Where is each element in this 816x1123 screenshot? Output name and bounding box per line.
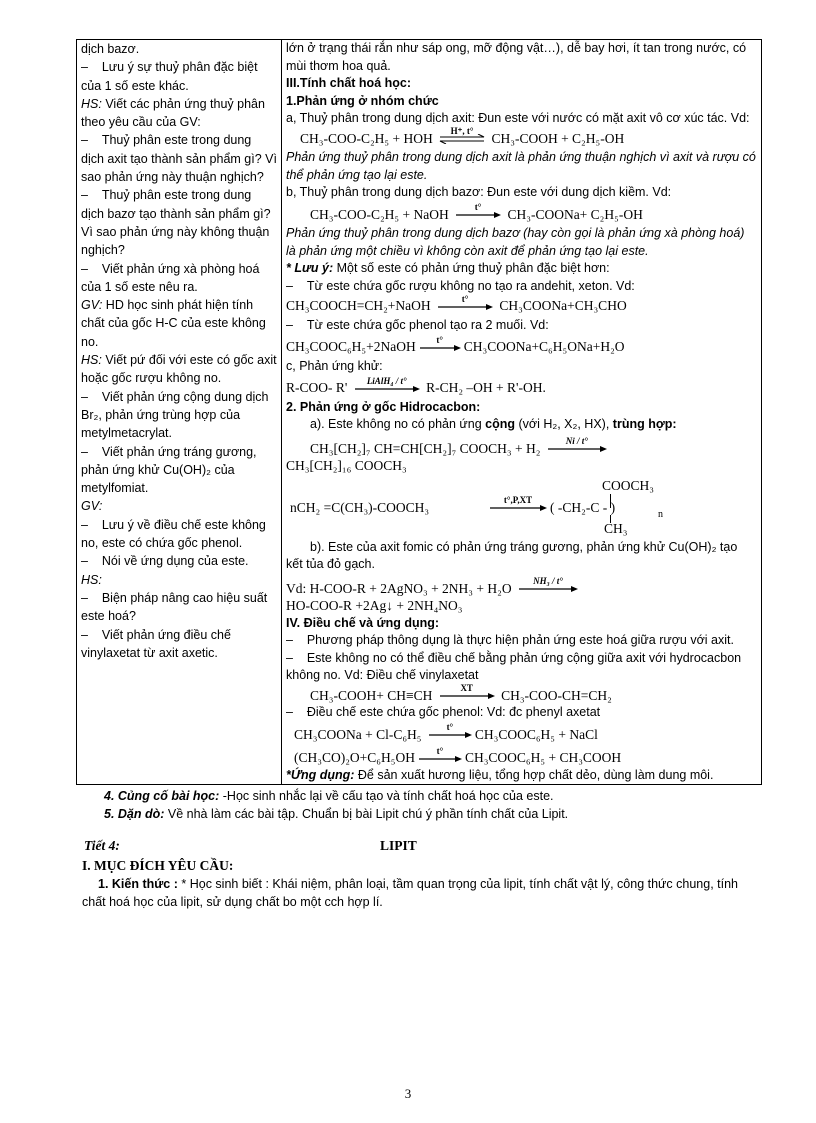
left-item [81,351,277,388]
formic-ester-text: b). Este của axit fomic có phản ứng tráng gương, phản ứng khử Cu(OH)₂ tạo kết tủa đỏ gạch. [286,539,738,571]
left-item-text: HD học sinh phát hiện tính chất của gốc H-C của este không no. [81,298,266,349]
eq3-condition: t° [461,293,469,304]
eq4-right: CH₃COONa+C₆H₅ONa+H₂O [463,339,625,354]
left-item [81,58,277,95]
eq9-condition: XT [460,683,473,694]
left-item [81,388,277,443]
tiet-label: Tiết 4: [84,838,120,853]
left-item [81,40,277,58]
subsection-1-title: 1.Phản ứng ở nhóm chức [286,93,439,108]
role-label: GV: [81,298,103,313]
left-item-text: Viết các phản ứng thuỷ phân theo yêu cầu của GV: [81,96,265,130]
section-3-title: III.Tính chất hoá học: [286,76,411,90]
equation-10 [294,722,757,744]
eq5-left: R-COO- R' [286,380,348,395]
luu-y-label: * Lưu ý: [286,261,334,275]
lesson-content [282,40,762,785]
left-item-text: dịch bazơ. [81,42,140,56]
s2a-mid: (với H₂, X₂, HX), [515,417,613,431]
equation-1 [300,126,757,148]
s2a-trung-hop: trùng hợp: [612,417,677,431]
section-4-title: IV. Điều chế và ứng dụng: [286,615,440,630]
eq4-condition: t° [436,334,444,345]
hydrolysis-base-note: Phản ứng thuỷ phân trong dung dịch bazơ (hay còn gọi là phản ứng xà phòng hoá) là phản ứng một chiều vì không còn axit để phản ứng tạo lại este. [286,226,745,258]
arrow-icon [517,576,579,594]
preparation-2: – Este không no có thể điều chế bằng phản ứng cộng giữa axit với hydrocacbon không no. Vd: Điều chế vinylaxetat [286,650,757,685]
page-number: 3 [404,1086,412,1101]
hydrolysis-base-text: b, Thuỷ phân trong dung dịch bazơ: Đun este với dung dịch kiềm. Vd: [286,185,672,199]
left-item-text: Lưu ý sự thuỷ phân đặc biệt của 1 số este khác. [81,60,258,93]
addition-text [286,416,757,434]
left-item [81,131,277,186]
arrow-icon [546,436,608,454]
special-case-2: – Từ este chứa gốc phenol tạo ra 2 muối. Vd: [286,317,757,335]
arrow-icon [454,202,502,220]
after-table-content [76,787,762,911]
ud-text: Để sản xuất hương liệu, tổng hợp chất dẻo, dùng làm dung môi. [354,767,714,782]
role-label: HS: [81,572,102,587]
subsection-2-title: 2. Phản ứng ở gốc Hidrocacbon: [286,399,481,414]
eq7-left: nCH₂ =C(CH₃)-COOCH₃ [290,499,430,515]
left-item [81,626,277,663]
s2a-pre: a). Este không no có phản ứng [310,417,486,431]
lesson-header [76,837,762,857]
intro-text: lớn ở trạng thái rắn như sáp ong, mỡ động vật…), dễ bay hơi, ít tan trong nước, có mùi thơm hoa quả. [286,41,747,73]
eq7-bottom: CH₃ [604,520,628,536]
kt-text: * Học sinh biết : Khái niệm, phân loại, tầm quan trọng của lipit, tính chất vật lý, công thức chung, tính chất hoá học của lipit, sử dụng chất bo một cch hợp lí. [82,877,738,909]
left-item [81,552,277,570]
arrow-icon [488,494,548,513]
left-item-text: Lưu ý về điều chế este không no, este có chứa gốc phenol. [81,517,266,551]
equation-8-product: HO-COO-R +2Ag↓ + 2NH₄NO₃ [286,598,463,613]
equation-6 [310,436,757,458]
lesson-table [76,39,762,785]
role-label: HS: [81,96,102,111]
eq5-condition: LiAlH₄ / t° [366,375,407,386]
role-label: GV: [81,499,103,514]
eq10-right: CH₃COOC₆H₅ + NaCl [474,726,598,742]
eq10-left: CH₃COONa + Cl-C₆H₅ [294,726,422,742]
lesson-title: LIPIT [380,838,417,853]
left-item-text: Nói về ứng dụng của este. [101,554,249,569]
eq7-right: ( -CH₂-C - ) [550,499,616,515]
eq1-right: CH₃-COOH + C₂H₅-OH [491,130,625,146]
left-item-text: Thuỷ phân este trong dung dịch axit tạo thành sản phẩm gì? Vì sao phản ứng này thuận nghịch? [81,133,277,185]
eq2-right: CH₃-COONa+ C₂H₅-OH [507,206,643,222]
consolidation-line [76,787,762,805]
eq11-condition: t° [436,745,444,756]
cc-label: 4. Củng cố bài học: [104,789,220,803]
special-case-1: – Từ este chứa gốc rượu không no tạo ra andehit, xeton. Vd: [286,278,757,296]
role-label: HS: [81,353,102,368]
left-item [81,186,277,259]
equation-11 [294,745,757,767]
equation-9 [310,683,757,705]
eq6-left: CH₃[CH₂]₇ CH=CH[CH₂]₇ COOCH₃ + H₂ [310,440,541,456]
eq9-right: CH₃-COO-CH=CH₂ [501,687,612,703]
preparation-1: – Phương pháp thông dụng là thực hiện phản ứng este hoá giữa rượu với axit. [286,632,757,650]
left-item [81,296,277,351]
hydrolysis-acid-text: a, Thuỷ phân trong dung dịch axit: Đun este với nước có mặt axit vô cơ xúc tác. Vd: [286,111,750,125]
teacher-student-activities [77,40,282,785]
left-item [81,589,277,626]
arrow-icon [417,745,463,764]
left-item [81,443,277,498]
arrow-icon [427,722,473,740]
s2a-cong: cộng [485,417,516,431]
eq2-left: CH₃-COO-C₂H₅ + NaOH [310,206,449,222]
left-item-text: Viết phản ứng tráng gương, phản ứng khử Cu(OH)₂ của metylfomiat. [81,444,257,496]
objectives-title: I. MỤC ĐÍCH YÊU CẦU: [82,858,234,873]
equation-4 [286,334,757,356]
dd-label: 5. Dặn dò: [104,807,165,821]
dd-text: Về nhà làm các bài tập. Chuẩn bị bài Lipit chú ý phần tính chất của Lipit. [164,807,569,821]
left-item [81,571,277,589]
eq3-right: CH₃COONa+CH₃CHO [499,298,627,313]
eq1-left: CH₃-COO-C₂H₅ + HOH [300,130,433,146]
eq2-condition: t° [474,202,482,213]
equation-3 [286,293,757,315]
luu-y-text: Một số este có phản ứng thuỷ phân đặc biệt hơn: [333,261,610,275]
eq8-left: Vd: H-COO-R + 2AgNO₃ + 2NH₃ + H₂O [286,580,512,596]
eq11-right: CH₃COOC₆H₅ + CH₃COOH [464,750,622,765]
left-item-text: Viết phản ứng điều chế vinylaxetat từ axit axetic. [81,627,231,660]
reversible-arrow-icon [438,126,486,144]
reduction-title: c, Phản ứng khử: [286,358,383,373]
left-item [81,497,277,515]
applications-text [286,767,757,785]
eq8-condition: NH₃ / t° [533,576,563,587]
hydrolysis-acid-note: Phản ứng thuỷ phân trong dung dịch axit là phản ứng thuận nghịch vì axit và rượu có thể phản ứng tạo lại este. [286,150,756,182]
eq6-condition: Ni / t° [565,436,588,447]
equation-7 [286,475,757,537]
eq3-left: CH₃COOCH=CH₂+NaOH [286,298,431,313]
cc-text: -Học sinh nhắc lại về cấu tạo và tính chất hoá học của este. [219,789,554,803]
equation-6-product: CH₃[CH₂]₁₆ COOCH₃ [286,458,407,473]
eq10-condition: t° [446,722,454,733]
left-item-text: Biện pháp nâng cao hiệu suất este hoá? [81,590,268,624]
left-item-text: Viết phản ứng cộng dung dịch Br₂, phản ứng trùng hợp của metylmetacrylat. [81,389,269,441]
eq7-condition: t°,P,XT [503,494,533,505]
left-item [81,260,277,297]
left-item-text: Thuỷ phân este trong dung dịch bazơ tạo thành sản phẩm gì? Vì sao phản ứng này không thuận nghịch? [81,188,271,258]
left-item-text: Viết phản ứng xà phòng hoá của 1 số este nêu ra. [81,261,260,294]
left-item [81,95,277,132]
kt-label: 1. Kiến thức : [98,877,178,891]
left-item [81,516,277,553]
arrow-icon [353,375,421,394]
eq11-left: (CH₃CO)₂O+C₆H₅OH [294,750,415,765]
preparation-3: – Điều chế este chứa gốc phenol: Vd: đc phenyl axetat [286,704,757,722]
arrow-icon [436,293,494,312]
eq9-left: CH₃-COOH+ CH≡CH [310,687,433,703]
eq7-n: n [658,508,663,520]
eq5-right: R-CH₂ –OH + R'-OH. [426,380,546,395]
equation-2 [310,202,757,224]
equation-8 [286,576,757,598]
arrow-icon [418,334,462,353]
eq7-top: COOCH₃ [602,477,654,493]
eq4-left: CH₃COOC₆H₅+2NaOH [286,339,416,354]
document-page [76,39,762,911]
arrow-icon [438,683,496,701]
eq1-condition: H⁺, t° [450,126,474,137]
equation-5 [286,375,757,397]
special-hydrolysis-note [286,260,757,278]
left-item-text: Viết pứ đối với este có gốc axit hoặc gốc rượu không no. [81,353,277,386]
knowledge-paragraph [76,875,762,911]
ud-label: *Ứng dụng: [286,767,355,782]
homework-line [76,805,762,823]
